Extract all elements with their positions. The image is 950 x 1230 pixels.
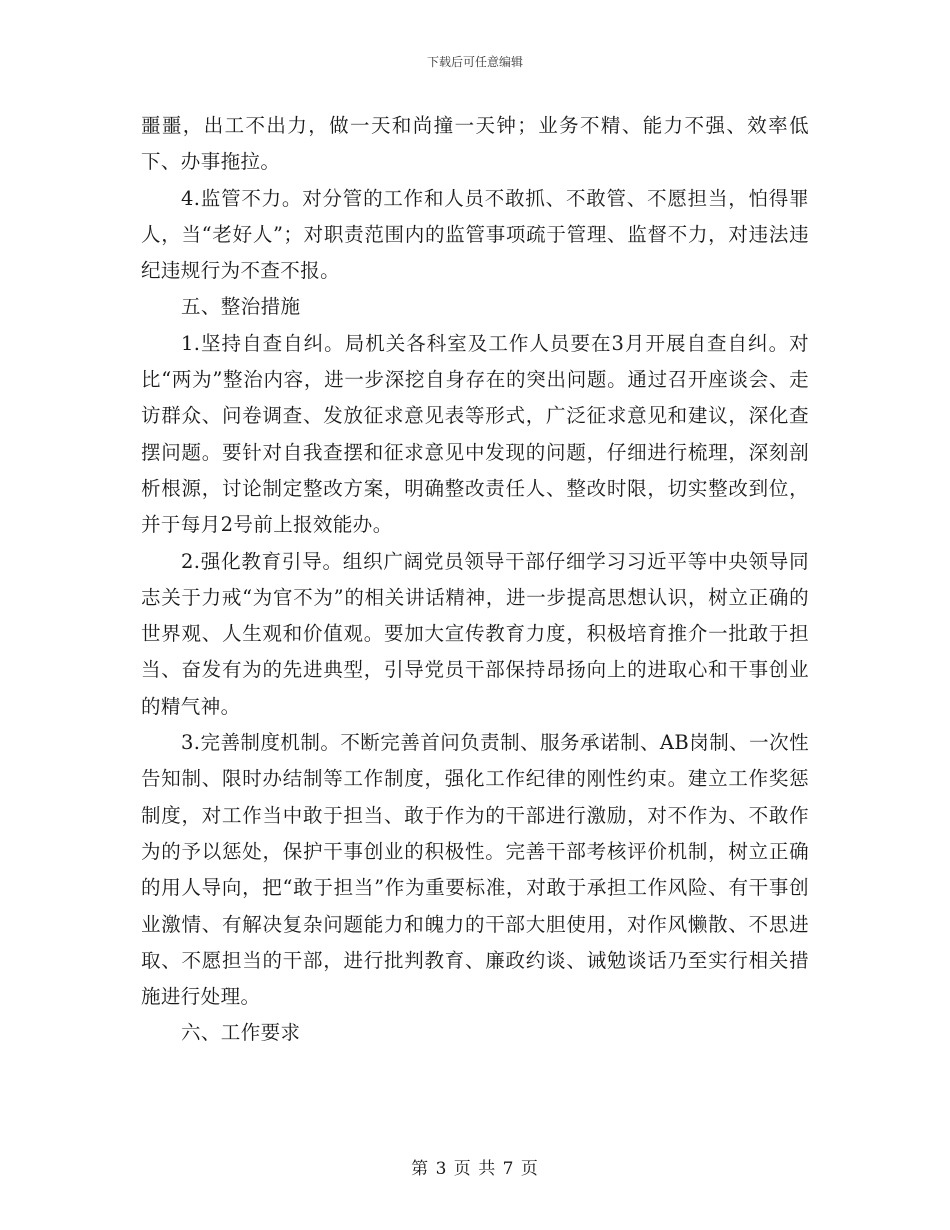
section-heading-6: 六、工作要求 [181,1021,301,1045]
paragraph-item-4: 4.监管不力。对分管的工作和人员不敢抓、不敢管、不愿担当，怕得罪人，当“老好人”；对职责范围内的监管事项疏于管理、监督不力，对违法违纪违规行为不查不报。 [141,186,809,283]
paragraph-measure-3: 3.完善制度机制。不断完善首问负责制、服务承诺制、AB岗制、一次性告知制、限时办结制等工作制度，强化工作纪律的刚性约束。建立工作奖惩制度，对工作当中敢于担当、敢于作为的干部进行激励，对不作为、不敢作为的予以惩处，保护干事创业的积极性。完善干部考核评价机制，树立正确的用人导向，把“敢于担当”作为重要标准，对敢于承担工作风险、有干事创业激情、有解决复杂问题能力和魄力的干部大胆使用，对作风懒散、不思进取、不愿担当的干部，进行批判教育、廉政约谈、诫勉谈话乃至实行相关措施进行处理。 [141,731,809,1009]
section-heading-5: 五、整治措施 [181,295,301,319]
document-body [141,108,809,1052]
paragraph-measure-2: 2.强化教育引导。组织广阔党员领导干部仔细学习习近平等中央领导同志关于力戒“为官不为”的相关讲话精神，进一步提高思想认识，树立正确的世界观、人生观和价值观。要加大宣传教育力度，积极培育推介一批敢于担当、奋发有为的先进典型，引导党员干部保持昂扬向上的进取心和干事创业的精气神。 [141,549,809,718]
page-number-footer: 第 3 页 共 7 页 [411,1159,539,1179]
paragraph-measure-1: 1.坚持自查自纠。局机关各科室及工作人员要在3月开展自查自纠。对比“两为”整治内容，进一步深挖自身存在的突出问题。通过召开座谈会、走访群众、问卷调查、发放征求意见表等形式，广泛征求意见和建议，深化查摆问题。要针对自我查摆和征求意见中发现的问题，仔细进行梳理，深刻剖析根源，讨论制定整改方案，明确整改责任人、整改时限，切实整改到位，并于每月2号前上报效能办。 [141,331,809,537]
page-header-note: 下载后可任意编辑 [426,55,523,69]
paragraph-continuation: 噩噩，出工不出力，做一天和尚撞一天钟；业务不精、能力不强、效率低下、办事拖拉。 [141,114,809,174]
